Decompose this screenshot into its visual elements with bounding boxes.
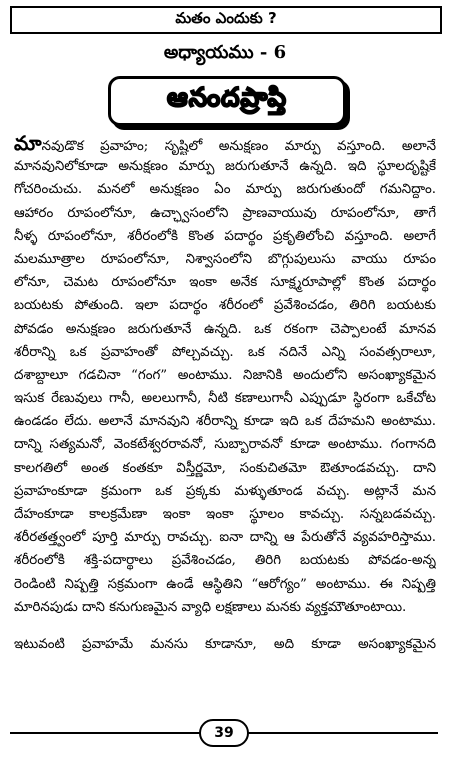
text-line: శరీరాన్ని ఒక ప్రవాహంతో పోల్చవచ్చు. ఒక నదినే ఎన్ని సంవత్సరాలూ, [14, 344, 436, 360]
text-line: రెండింటి నిష్పత్తి సక్రమంగా ఉండే ఆస్థితిని “ఆరోగ్యం” అంటాము. ఈ నిష్పత్తి [14, 576, 436, 592]
text-line: ఉండడం లేదు. అలానే మానవుని శరీరాన్ని కూడా ఇది ఒక దేహమని అంటాము. [14, 414, 436, 430]
text-line: నీళ్ళ రూపంలోనూ, శరీరంలోకి కొంత పదార్థం ప్రకృతిలోంచి వస్తూంది. అలాగే [14, 228, 436, 244]
text-line: దశాబ్దాలూ గడచినా “గంగ” అంటాము. నిజానికి అందులోని అసంఖ్యాకమైన [14, 367, 436, 383]
book-title: మతం ఎందుకు ? [175, 9, 277, 27]
text-line: దాన్ని సత్యమనో, వెంకటేశ్వరరావనో, సుబ్బారావనో కూడా అంటాము. గంగానది [14, 437, 436, 453]
page-number [199, 719, 249, 747]
text-line: మలమూత్రాల రూపంలోనూ, నిశ్వాసంలోని బొగ్గుపులుసు వాయు రూపం [14, 251, 436, 267]
paragraph [14, 132, 436, 619]
chapter-title: ఆనందప్రాప్తి [166, 83, 288, 113]
text-line: లోనూ, చెమట రూపంలోనూ ఇంకా అనేక సూక్ష్మరూపాల్లో కొంత పదార్థం [14, 275, 436, 291]
text-line: ఆహారం రూపంలోనూ, ఉచ్ఛ్వాసంలోని ప్రాణవాయువు రూపంలోనూ, తాగే [14, 205, 436, 221]
text-line: దేహంకూడా కాలక్రమేణా ఇంకా ఇంకా స్థూలం కావచ్చు. సన్నబడవచ్చు. [14, 507, 436, 522]
text-line: శరీరతత్త్వంలో పూర్తి మార్పు రావచ్చు. ఐనా దాన్ని ఆ పేరుతోనే వ్యవహరిస్తాము. [14, 530, 436, 546]
text-line: బయటకు పోతుంది. ఇలా పదార్థం శరీరంలో ప్రవేశించడం, తిరిగి బయటకు [14, 298, 436, 314]
text-line: శరీరంలోకి శక్తి-పదార్థాలు ప్రవేశించడం, తిరిగి బయటకు పోవడం-అన్న [14, 553, 436, 569]
text-line: పోవడం అనుక్షణం జరుగుతూనే ఉన్నది. ఒక రకంగా చెప్పాలంటే మానవ [14, 321, 436, 337]
page-number-text: 39 [214, 725, 234, 741]
text-line: కాలగతిలో అంత కంతకూ విస్తీర్ణమో, సంకుచితమో ఔతూండవచ్చు. దాని [14, 460, 436, 476]
text-line: మానవుడొక ప్రవాహం; సృష్టిలో అనుక్షణం మార్పు వస్తూంది. అలానే [14, 132, 436, 155]
body-text [14, 132, 436, 656]
chapter-label: అధ్యాయము - 6 [163, 42, 287, 63]
text-line: మారినపుడు దాని కనుగుణమైన వ్యాధి లక్షణాలు మనకు వ్యక్తమౌతూంటాయి. [14, 599, 407, 615]
chapter-title-banner [108, 76, 346, 126]
text-line: ఇటువంటి ప్రవాహమే మనసు కూడానూ, అది కూడా అసంఖ్యాకమైన [14, 636, 436, 652]
text-line: ప్రవాహంకూడా క్రమంగా ఒక ప్రక్కకు మళ్ళుతూండ వచ్చు. అట్లానే మన [14, 483, 436, 499]
text-line: గోచరించుచు. మనలో అనుక్షణం ఏం మార్పు జరుగుతుందో గమనిద్దాం. [14, 182, 436, 198]
running-header [10, 6, 442, 34]
text-line: ఇసుక రేణువులు గానీ, అలలుగానీ, నీటి కణాలుగానీ ఎప్పుడూ స్థిరంగా ఒకేచోట [14, 391, 436, 407]
paragraph [14, 633, 436, 656]
text-line: మానవునిలోకూడా అనుక్షణం మార్పు జరుగుతూనే ఉన్నది. ఇది స్థూలదృష్టికే [14, 159, 436, 175]
